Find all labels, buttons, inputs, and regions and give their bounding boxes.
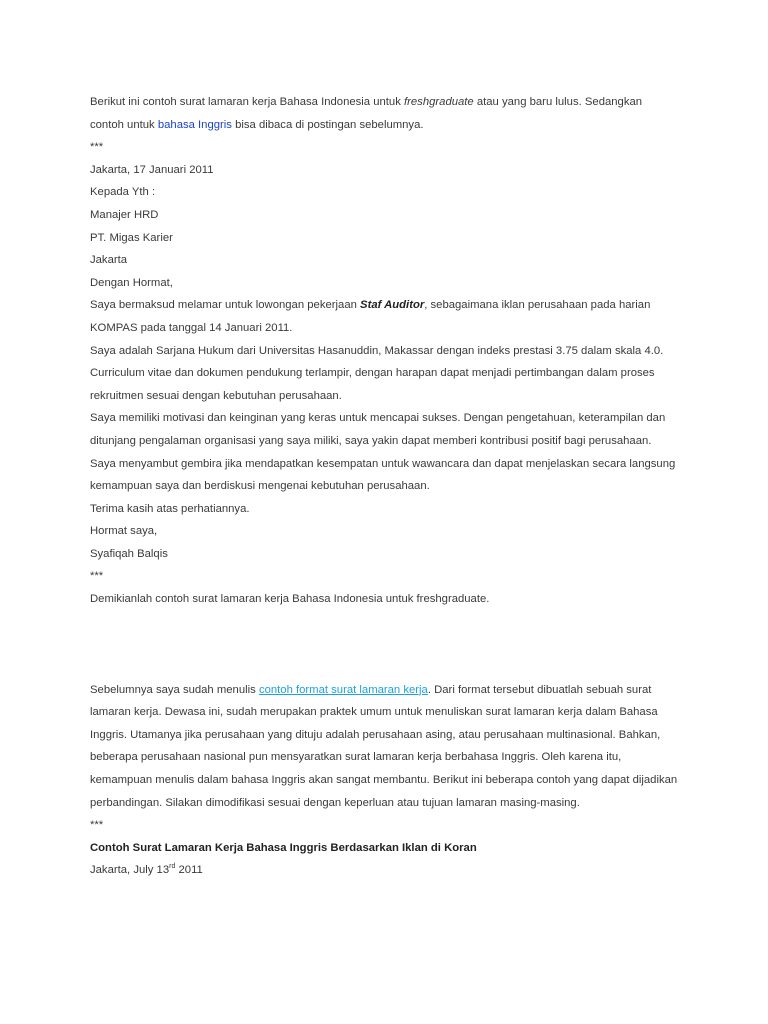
section2-date: Jakarta, July 13rd 2011 bbox=[90, 863, 203, 877]
section2-line-2: lamaran kerja. Dewasa ini, sudah merupakan praktek umum untuk menuliskan surat lamaran kerja dalam Bahasa bbox=[90, 706, 658, 719]
letter-signature: Syafiqah Balqis bbox=[90, 547, 168, 560]
letter-salutation: Dengan Hormat, bbox=[90, 276, 173, 289]
letter-p4-line-1: Saya memiliki motivasi dan keinginan yang keras untuk mencapai sukses. Dengan pengetahuan, keterampilan dan bbox=[90, 412, 666, 425]
letter-p1-line-2: KOMPAS pada tanggal 14 Januari 2011. bbox=[90, 321, 293, 334]
letter-p2: Saya adalah Sarjana Hukum dari Universitas Hasanuddin, Makassar dengan indeks prestasi 3.75 dalam skala 4.0. bbox=[90, 344, 664, 357]
separator-2: *** bbox=[90, 570, 104, 583]
letter-company: PT. Migas Karier bbox=[90, 231, 173, 244]
freshgraduate-term: freshgraduate bbox=[404, 96, 474, 108]
position-name: Staf Auditor bbox=[360, 299, 425, 312]
letter-p3-line-2: rekruitmen sesuai dengan kebutuhan perusahaan. bbox=[90, 389, 342, 402]
separator-1: *** bbox=[90, 141, 104, 154]
letter-p4-line-2: ditunjang pengalaman organisasi yang saya miliki, saya yakin dapat memberi kontribusi positif bagi perusahaan. bbox=[90, 434, 652, 447]
section2-heading: Contoh Surat Lamaran Kerja Bahasa Inggris Berdasarkan Iklan di Koran bbox=[90, 841, 477, 854]
conclusion: Demikianlah contoh surat lamaran kerja Bahasa Indonesia untuk freshgraduate. bbox=[90, 593, 490, 606]
bahasa-inggris-link[interactable]: bahasa Inggris bbox=[154, 118, 232, 131]
letter-recipient-title: Manajer HRD bbox=[90, 208, 159, 221]
letter-p5-line-1: Saya menyambut gembira jika mendapatkan kesempatan untuk wawancara dan dapat menjelaskan secara langsung bbox=[90, 457, 676, 470]
intro-line-1: Berikut ini contoh surat lamaran kerja Bahasa Indonesia untuk freshgraduate atau yang baru lulus. Sedangkan bbox=[90, 96, 643, 108]
section2-line-3: Inggris. Utamanya jika perusahaan yang dituju adalah perusahaan asing, atau perusahaan multinasional. Bahkan, bbox=[90, 728, 661, 741]
letter-closing: Hormat saya, bbox=[90, 525, 158, 538]
intro-line-2: contoh untuk bahasa Inggris bisa dibaca di postingan sebelumnya. bbox=[90, 118, 424, 131]
format-surat-link[interactable]: contoh format surat lamaran kerja bbox=[258, 683, 428, 696]
section2-line-4: beberapa perusahaan nasional pun mensyaratkan surat lamaran kerja berbahasa Inggris. Oleh karena itu, bbox=[90, 751, 622, 764]
letter-p1-line-1: Saya bermaksud melamar untuk lowongan pekerjaan Staf Auditor, sebagaimana iklan perusahaan pada harian bbox=[90, 299, 651, 312]
letter-thanks: Terima kasih atas perhatiannya. bbox=[90, 502, 250, 515]
spacer bbox=[90, 611, 680, 679]
section2-line-1: Sebelumnya saya sudah menulis contoh format surat lamaran kerja. Dari format tersebut dibuatlah sebuah surat bbox=[90, 683, 652, 696]
section2-line-5: kemampuan menulis dalam bahasa Inggris akan sangat membantu. Berikut ini beberapa contoh yang dapat dijadikan bbox=[90, 774, 678, 787]
section2-line-6: perbandingan. Silakan dimodifikasi sesuai dengan keperluan atau tujuan lamaran masing-masing. bbox=[90, 796, 580, 809]
letter-city: Jakarta bbox=[90, 254, 128, 267]
letter-p3-line-1: Curriculum vitae dan dokumen pendukung terlampir, dengan harapan dapat menjadi pertimbangan dalam proses bbox=[90, 367, 655, 380]
letter-date: Jakarta, 17 Januari 2011 bbox=[90, 163, 214, 176]
document-page bbox=[90, 91, 680, 882]
separator-3: *** bbox=[90, 819, 104, 832]
letter-p5-line-2: kemampuan saya dan berdiskusi mengenai kebutuhan perusahaan. bbox=[90, 480, 430, 493]
letter-to: Kepada Yth : bbox=[90, 186, 156, 199]
